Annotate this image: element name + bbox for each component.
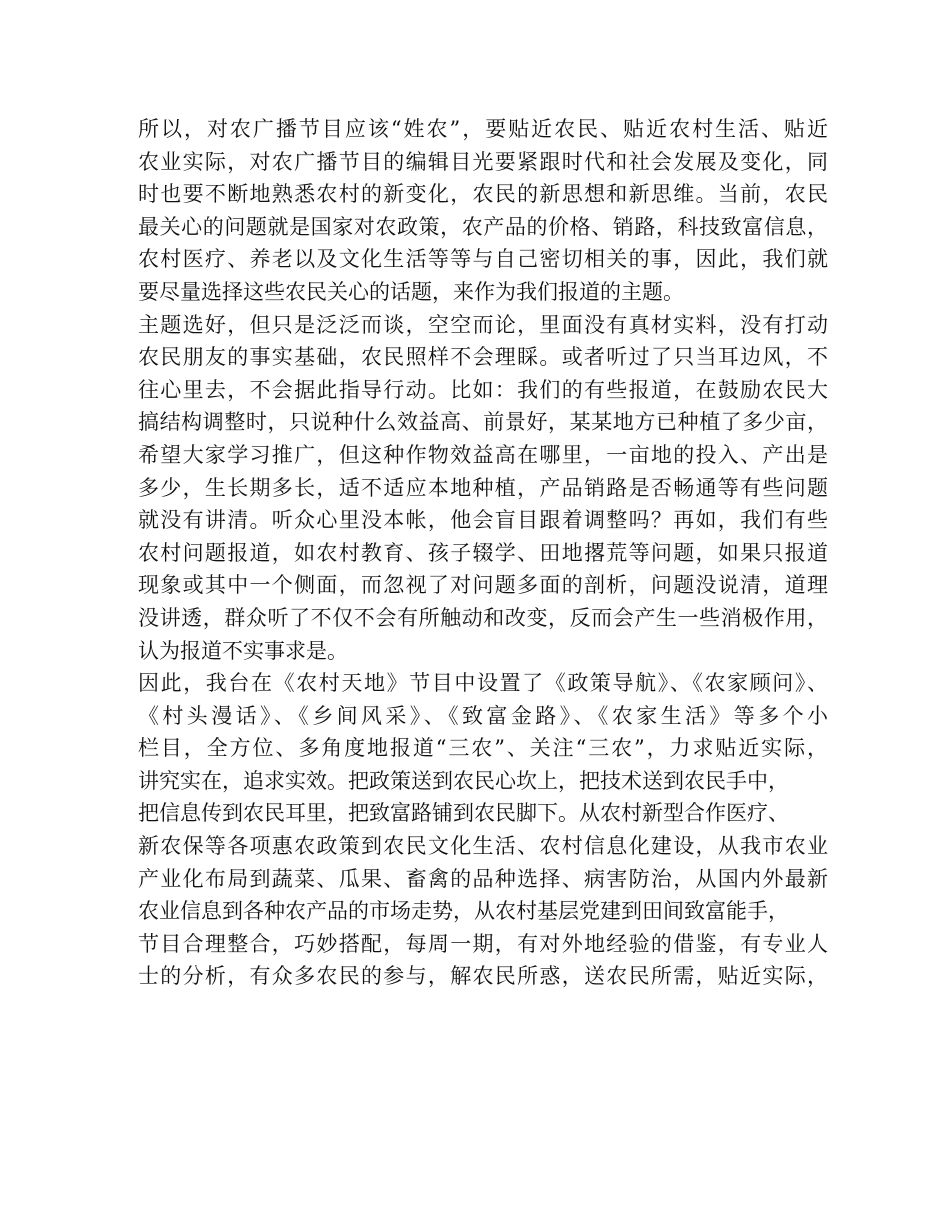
text-line: 新农保等各项惠农政策到农民文化生活、农村信息化建设，从我市农业 — [138, 834, 828, 859]
text-line: 主题选好，但只是泛泛而谈，空空而论，里面没有真材实料，没有打动 — [138, 312, 828, 337]
text-line: 《村头漫话》、《乡间风采》、《致富金路》、《农家生活》等多个小 — [138, 703, 828, 728]
text-line: 节目合理整合，巧妙搭配，每周一期，有对外地经验的借鉴，有专业人 — [138, 931, 828, 956]
text-line: 农业信息到各种农产品的市场走势，从农村基层党建到田间致富能手， — [138, 899, 789, 924]
text-line: 往心里去，不会据此指导行动。比如：我们的有些报道，在鼓励农民大 — [138, 377, 828, 402]
text-line: 因此，我台在《农村天地》节目中设置了《政策导航》、《农家顾问》、 — [138, 671, 828, 696]
text-line: 时也要不断地熟悉农村的新变化，农民的新思想和新思维。当前，农民 — [138, 182, 828, 207]
text-line: 士的分析，有众多农民的参与，解农民所惑，送农民所需，贴近实际， — [138, 964, 828, 989]
text-line: 要尽量选择这些农民关心的话题，来作为我们报道的主题。 — [138, 279, 684, 304]
text-line: 农村医疗、养老以及文化生活等等与自己密切相关的事，因此，我们就 — [138, 247, 828, 272]
text-line: 把信息传到农民耳里，把致富路铺到农民脚下。从农村新型合作医疗、 — [138, 801, 789, 826]
text-line: 多少，生长期多长，适不适应本地种植，产品销路是否畅通等有些问题 — [138, 475, 828, 500]
text-line: 认为报道不实事求是。 — [138, 638, 348, 663]
text-line: 农业实际，对农广播节目的编辑目光要紧跟时代和社会发展及变化，同 — [138, 149, 828, 174]
paragraph-3 — [138, 667, 828, 993]
text-line: 所以，对农广播节目应该“姓农”，要贴近农民、贴近农村生活、贴近 — [138, 117, 828, 141]
text-line: 现象或其中一个侧面，而忽视了对问题多面的剖析，问题没说清，道理 — [138, 573, 828, 598]
text-line: 搞结构调整时，只说种什么效益高、前景好，某某地方已种植了多少亩， — [138, 410, 828, 435]
text-line: 农民朋友的事实基础，农民照样不会理睬。或者听过了只当耳边风，不 — [138, 345, 828, 370]
paragraph-1 — [138, 113, 828, 309]
paragraph-2 — [138, 309, 828, 668]
document-body — [138, 113, 828, 993]
text-line: 产业化布局到蔬菜、瓜果、畜禽的品种选择、病害防治，从国内外最新 — [138, 866, 828, 891]
text-line: 希望大家学习推广，但这种作物效益高在哪里，一亩地的投入、产出是 — [138, 442, 828, 467]
text-line: 最关心的问题就是国家对农政策，农产品的价格、销路，科技致富信息， — [138, 214, 828, 239]
text-line: 农村问题报道，如农村教育、孩子辍学、田地撂荒等问题，如果只报道 — [138, 540, 828, 565]
text-line: 就没有讲清。听众心里没本帐，他会盲目跟着调整吗？再如，我们有些 — [138, 508, 828, 533]
text-line: 栏目，全方位、多角度地报道“三农”、关注“三农”，力求贴近实际， — [138, 736, 828, 761]
text-line: 没讲透，群众听了不仅不会有所触动和改变，反而会产生一些消极作用， — [138, 605, 828, 630]
text-line: 讲究实在，追求实效。把政策送到农民心坎上，把技术送到农民手中， — [138, 768, 789, 793]
